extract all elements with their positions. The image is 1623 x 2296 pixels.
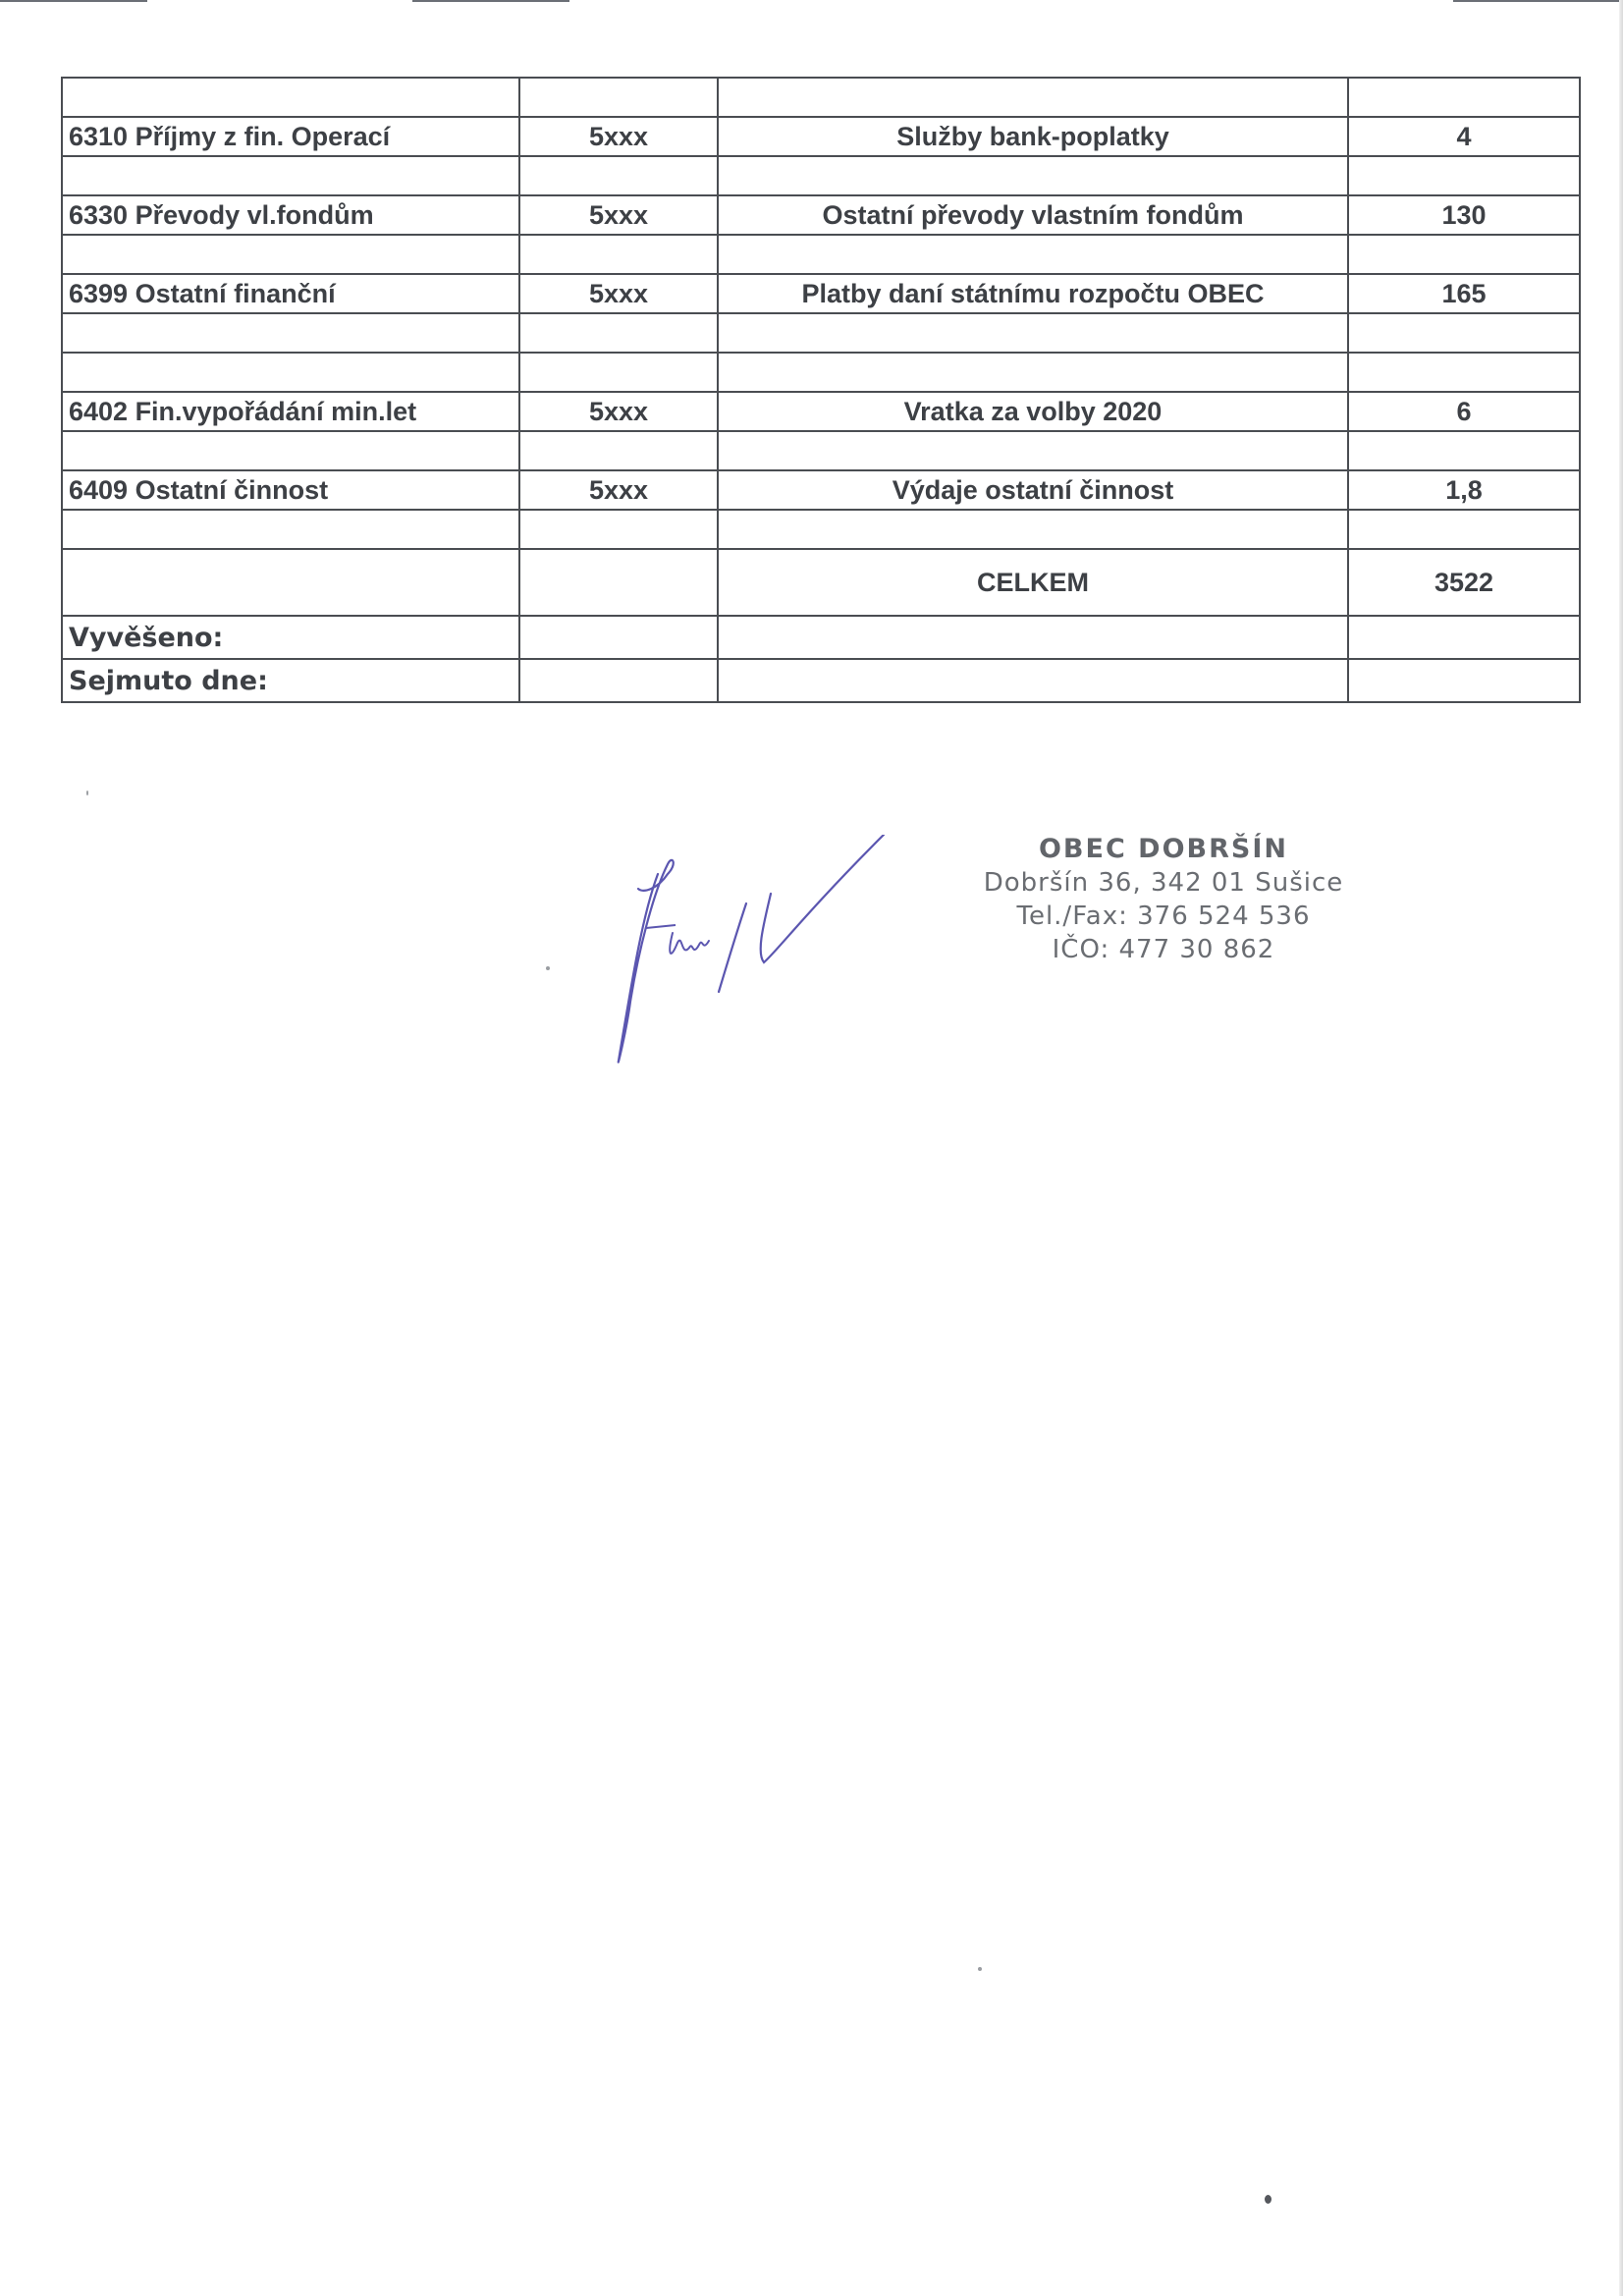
- paragraph-cell: 6399 Ostatní finanční: [62, 274, 519, 313]
- total-amount: 3522: [1348, 549, 1580, 616]
- amount-cell: 4: [1348, 117, 1580, 156]
- scan-speck: [86, 791, 88, 795]
- polozka-cell: 5xxx: [519, 470, 718, 510]
- paragraph-cell: 6402 Fin.vypořádání min.let: [62, 392, 519, 431]
- posted-empty-cell: [718, 616, 1348, 659]
- blank-cell: [718, 235, 1348, 274]
- blank-row: [62, 510, 1580, 549]
- stamp-title: OBEC DOBRŠÍN: [1038, 834, 1288, 864]
- blank-row: [62, 235, 1580, 274]
- blank-cell: [519, 431, 718, 470]
- total-row: [62, 549, 1580, 616]
- blank-row: [62, 313, 1580, 353]
- blank-cell: [62, 353, 519, 392]
- description-cell: Vratka za volby 2020: [718, 392, 1348, 431]
- municipal-stamp: [972, 833, 1355, 1002]
- blank-cell: [1348, 431, 1580, 470]
- blank-cell: [1348, 156, 1580, 195]
- blank-cell: [1348, 235, 1580, 274]
- stamp-ico: IČO: 477 30 862: [1052, 935, 1275, 964]
- blank-cell: [718, 78, 1348, 117]
- budget-row: [62, 117, 1580, 156]
- blank-cell: [1348, 353, 1580, 392]
- amount-cell: 130: [1348, 195, 1580, 235]
- posted-label: Vyvěšeno:: [62, 616, 519, 659]
- blank-cell: [519, 510, 718, 549]
- blank-cell: [62, 156, 519, 195]
- polozka-cell: 5xxx: [519, 195, 718, 235]
- budget-row: [62, 274, 1580, 313]
- blank-cell: [62, 431, 519, 470]
- budget-row: [62, 392, 1580, 431]
- blank-cell: [718, 313, 1348, 353]
- budget-table-summary: [62, 549, 1580, 702]
- posted-empty-cell: [519, 616, 718, 659]
- description-cell: Ostatní převody vlastním fondům: [718, 195, 1348, 235]
- removed-empty-cell: [1348, 659, 1580, 702]
- paragraph-cell: 6409 Ostatní činnost: [62, 470, 519, 510]
- blank-cell: [1348, 313, 1580, 353]
- signature-image: [599, 835, 893, 1070]
- blank-cell: [519, 78, 718, 117]
- blank-cell: [519, 235, 718, 274]
- blank-cell: [1348, 510, 1580, 549]
- blank-row: [62, 156, 1580, 195]
- total-empty-cell: [519, 549, 718, 616]
- blank-cell: [519, 156, 718, 195]
- paragraph-cell: 6330 Převody vl.fondům: [62, 195, 519, 235]
- removed-row: [62, 659, 1580, 702]
- scan-speck: [978, 1967, 982, 1971]
- description-cell: Výdaje ostatní činnost: [718, 470, 1348, 510]
- amount-cell: 165: [1348, 274, 1580, 313]
- paragraph-cell: 6310 Příjmy z fin. Operací: [62, 117, 519, 156]
- amount-cell: 6: [1348, 392, 1580, 431]
- scan-speck: [1265, 2195, 1271, 2204]
- scan-right-edge: [1619, 0, 1623, 2296]
- blank-cell: [519, 353, 718, 392]
- stamp-address: Dobršín 36, 342 01 Sušice: [983, 868, 1344, 898]
- scan-top-edge: [0, 0, 1623, 6]
- total-empty-cell: [62, 549, 519, 616]
- polozka-cell: 5xxx: [519, 117, 718, 156]
- budget-table-body: [62, 78, 1580, 549]
- blank-cell: [718, 431, 1348, 470]
- blank-row: [62, 78, 1580, 117]
- budget-row: [62, 195, 1580, 235]
- blank-cell: [718, 353, 1348, 392]
- posted-empty-cell: [1348, 616, 1580, 659]
- description-cell: Platby daní státnímu rozpočtu OBEC: [718, 274, 1348, 313]
- scan-speck: [546, 966, 550, 970]
- stamp-body: [972, 866, 1355, 1002]
- stamp-phone: Tel./Fax: 376 524 536: [1016, 902, 1311, 931]
- total-label: CELKEM: [718, 549, 1348, 616]
- budget-table: [61, 77, 1581, 703]
- blank-cell: [519, 313, 718, 353]
- polozka-cell: 5xxx: [519, 392, 718, 431]
- blank-row: [62, 353, 1580, 392]
- description-cell: Služby bank-poplatky: [718, 117, 1348, 156]
- removed-empty-cell: [519, 659, 718, 702]
- polozka-cell: 5xxx: [519, 274, 718, 313]
- amount-cell: 1,8: [1348, 470, 1580, 510]
- blank-cell: [62, 313, 519, 353]
- blank-cell: [62, 78, 519, 117]
- blank-row: [62, 431, 1580, 470]
- blank-cell: [62, 510, 519, 549]
- blank-cell: [718, 156, 1348, 195]
- blank-cell: [62, 235, 519, 274]
- posted-row: [62, 616, 1580, 659]
- removed-empty-cell: [718, 659, 1348, 702]
- removed-label: Sejmuto dne:: [62, 659, 519, 702]
- budget-row: [62, 470, 1580, 510]
- blank-cell: [718, 510, 1348, 549]
- blank-cell: [1348, 78, 1580, 117]
